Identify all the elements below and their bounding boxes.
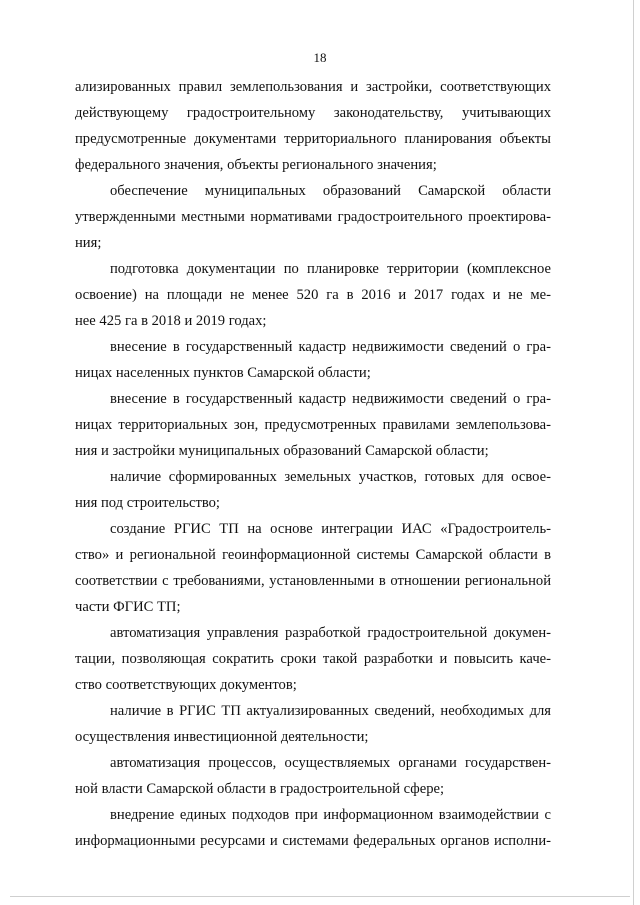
- text-line: подготовка документации по планировке территории (комплексное: [110, 261, 551, 277]
- text-line: нее 425 га в 2018 и 2019 годах;: [75, 313, 267, 329]
- text-line: осуществления инвестиционной деятельности;: [75, 729, 369, 745]
- scan-bottom-edge: [10, 896, 630, 897]
- text-line: ния и застройки муниципальных образований Самарской области;: [75, 443, 489, 459]
- text-line: ство соответствующих документов;: [75, 677, 297, 693]
- text-line: наличие в РГИС ТП актуализированных сведений, необходимых для: [110, 703, 551, 719]
- text-line: автоматизация процессов, осуществляемых органами государствен-: [110, 755, 551, 771]
- text-line: ния;: [75, 235, 102, 251]
- text-line: создание РГИС ТП на основе интеграции ИАС «Градостроитель-: [110, 521, 551, 537]
- text-line: внесение в государственный кадастр недвижимости сведений о гра-: [110, 391, 551, 407]
- page-number: 18: [313, 50, 327, 65]
- text-line: наличие сформированных земельных участков, готовых для освое-: [110, 469, 551, 485]
- text-line: тации, позволяющая сократить сроки такой разработки и повысить каче-: [75, 651, 551, 667]
- text-line: ницах населенных пунктов Самарской области;: [75, 365, 371, 381]
- text-line: части ФГИС ТП;: [75, 599, 181, 615]
- text-line: действующему градостроительному законодательству, учитывающих: [75, 105, 551, 121]
- scan-edge: [633, 0, 634, 905]
- text-line: ство» и региональной геоинформационной системы Самарской области в: [75, 547, 551, 563]
- text-line: освоение) на площади не менее 520 га в 2016 и 2017 годах и не ме-: [75, 287, 551, 303]
- document-body: [75, 74, 551, 854]
- text-line: ния под строительство;: [75, 495, 220, 511]
- text-line: соответствии с требованиями, установленными в отношении региональной: [75, 573, 551, 589]
- text-line: ализированных правил землепользования и застройки, соответствующих: [75, 79, 551, 95]
- text-line: внесение в государственный кадастр недвижимости сведений о гра-: [110, 339, 551, 355]
- text-line: предусмотренные документами территориального планирования объекты: [75, 131, 551, 147]
- text-line: обеспечение муниципальных образований Самарской области: [110, 183, 551, 199]
- text-line: информационными ресурсами и системами федеральных органов исполни-: [75, 833, 551, 849]
- text-line: автоматизация управления разработкой градостроительной докумен-: [110, 625, 551, 641]
- text-line: ницах территориальных зон, предусмотренных правилами землепользова-: [75, 417, 551, 433]
- text-line: ной власти Самарской области в градостроительной сфере;: [75, 781, 445, 797]
- text-line: утвержденными местными нормативами градостроительного проектирова-: [75, 209, 551, 225]
- text-line: федерального значения, объекты регионального значения;: [75, 157, 437, 173]
- text-line: внедрение единых подходов при информационном взаимодействии с: [110, 807, 551, 823]
